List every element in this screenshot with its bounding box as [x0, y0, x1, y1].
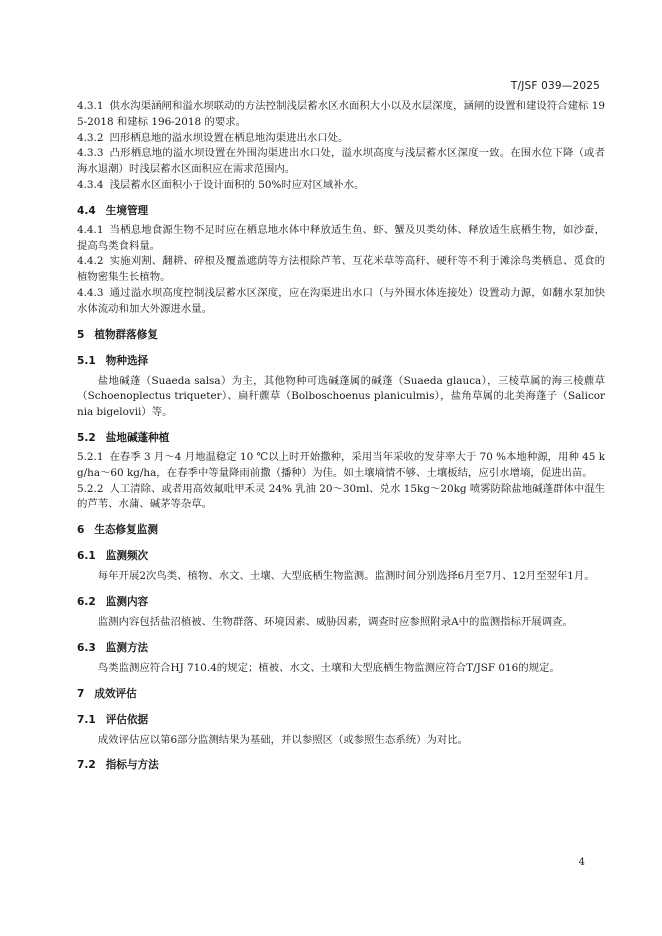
- section-title: 生境管理: [105, 204, 149, 217]
- clause-text: 通过溢水坝高度控制浅层蓄水区深度，应在沟渠进出水口（与外围水体连接处）设置动力源，如翻水泵加快水体流动和加大外源进水量。: [77, 286, 605, 315]
- section-number: 6.3: [77, 641, 96, 654]
- section-title: 盐地碱蓬种植: [105, 431, 170, 444]
- section-heading: [77, 429, 605, 447]
- clause-text: 当栖息地食源生物不足时应在栖息地水体中释放适生鱼、虾、蟹及贝类幼体、释放适生底栖生物，如沙蚕，提高鸟类食料量。: [77, 223, 605, 252]
- clause-paragraph: [77, 178, 605, 194]
- section-heading: [77, 202, 605, 220]
- body-paragraph: 盐地碱蓬（Suaeda salsa）为主，其他物种可选碱蓬属的碱蓬（Suaeda glauca），三棱草属的海三棱藨草（Schoenoplectus triqueter）、扁秆藨草（Bolboschoenus planiculmis），盐角草属的北美海蓬子（Salicornia bigelovii）等。: [77, 374, 605, 419]
- body-paragraph: 鸟类监测应符合HJ 710.4的规定；植被、水文、土壤和大型底栖生物监测应符合T/JSF 016的规定。: [97, 661, 560, 674]
- section-number: 7.1: [77, 713, 96, 726]
- section-number: 4.4: [77, 204, 96, 217]
- section-heading: [77, 685, 605, 703]
- section-heading: [77, 521, 605, 539]
- clause-text: 在春季 3 月～4 月地温稳定 10 ℃以上时开始撒种，采用当年采收的发芽率大于 70 %本地种源，用种 45 kg/ha～60 kg/ha，在春季中等量降雨前撒（播种）为佳。如土壤墒情不够、土壤板结，应引水增墒，促进出苗。: [77, 450, 605, 479]
- section-heading: [77, 593, 605, 611]
- document-body: [77, 99, 605, 777]
- body-paragraph: 监测内容包括盐沼植被、生物群落、环境因素、威胁因素，调查时应参照附录A中的监测指标开展调查。: [97, 615, 573, 628]
- clause-paragraph: [77, 99, 605, 131]
- section-number: 5: [77, 328, 85, 341]
- clause-paragraph: [77, 223, 605, 255]
- clause-number: 4.3.4: [77, 178, 104, 191]
- clause-paragraph: [77, 131, 605, 147]
- clause-number: 4.4.1: [77, 223, 104, 236]
- clause-paragraph: [77, 450, 605, 482]
- clause-text: 凹形栖息地的溢水坝设置在栖息地沟渠进出水口处。: [109, 131, 349, 144]
- page-number: 4: [578, 857, 585, 868]
- section-number: 7: [77, 687, 85, 700]
- clause-number: 5.2.2: [77, 482, 104, 495]
- clause-number: 4.3.1: [77, 100, 104, 112]
- clause-paragraph: [77, 254, 605, 286]
- document-id-header: T/JSF 039—2025: [510, 80, 600, 92]
- clause-text: 人工清除、或者用高效氟吡甲禾灵 24% 乳油 20～30ml、兑水 15kg～20kg 喷雾防除盐地碱蓬群体中混生的芦苇、水蒲、碱茅等杂草。: [77, 482, 605, 511]
- section-number: 6.2: [77, 595, 96, 608]
- clause-paragraph: [77, 146, 605, 178]
- clause-number: 4.4.3: [77, 286, 104, 299]
- clause-number: 5.2.1: [77, 450, 104, 463]
- section-number: 7.2: [77, 759, 96, 772]
- section-title: 监测频次: [105, 550, 149, 563]
- section-heading: [77, 352, 605, 370]
- section-title: 指标与方法: [105, 759, 159, 772]
- section-heading: [77, 326, 605, 344]
- section-title: 评估依据: [105, 713, 149, 726]
- section-heading: [77, 711, 605, 729]
- section-title: 生态修复监测: [94, 524, 158, 537]
- clause-paragraph: [77, 286, 605, 318]
- body-paragraph: 每年开展2次鸟类、植物、水文、土壤、大型底栖生物监测。监测时间分别选择6月至7月、12月至翌年1月。: [97, 570, 595, 583]
- section-heading: [77, 639, 605, 657]
- clause-paragraph: [77, 482, 605, 514]
- clause-text: 供水沟渠涵闸和溢水坝联动的方法控制浅层蓄水区水面积大小以及水层深度，涵闸的设置和建设符合建标 195-2018 和建标 196-2018 的要求。: [77, 100, 605, 128]
- section-title: 监测内容: [105, 595, 149, 608]
- clause-text: 浅层蓄水区面积小于设计面积的 50%时应对区域补水。: [109, 178, 365, 191]
- clause-number: 4.4.2: [77, 255, 104, 268]
- section-title: 监测方法: [105, 641, 149, 654]
- section-number: 5.1: [77, 354, 96, 367]
- section-heading: [77, 547, 605, 565]
- section-title: 植物群落修复: [94, 328, 158, 341]
- section-title: 成效评估: [94, 687, 137, 700]
- section-title: 物种选择: [105, 354, 149, 367]
- body-paragraph: 成效评估应以第6部分监测结果为基础，并以参照区（或参照生态系统）为对比。: [97, 733, 469, 746]
- clause-number: 4.3.3: [77, 147, 104, 160]
- clause-text: 凸形栖息地的溢水坝设置在外围沟渠进出水口处，溢水坝高度与浅层蓄水区深度一致。在围水位下降（或者海水退潮）时浅层蓄水区面积应在需求范围内。: [77, 147, 605, 176]
- clause-number: 4.3.2: [77, 131, 104, 144]
- section-number: 6.1: [77, 550, 96, 563]
- section-heading: [77, 756, 605, 774]
- clause-text: 实施刈割、翻耕、碎根及覆盖遮荫等方法根除芦苇、互花米草等高秆、硬秆等不利于滩涂鸟类栖息、觅食的植物密集生长植物。: [77, 255, 605, 284]
- section-number: 6: [77, 524, 85, 537]
- section-number: 5.2: [77, 431, 96, 444]
